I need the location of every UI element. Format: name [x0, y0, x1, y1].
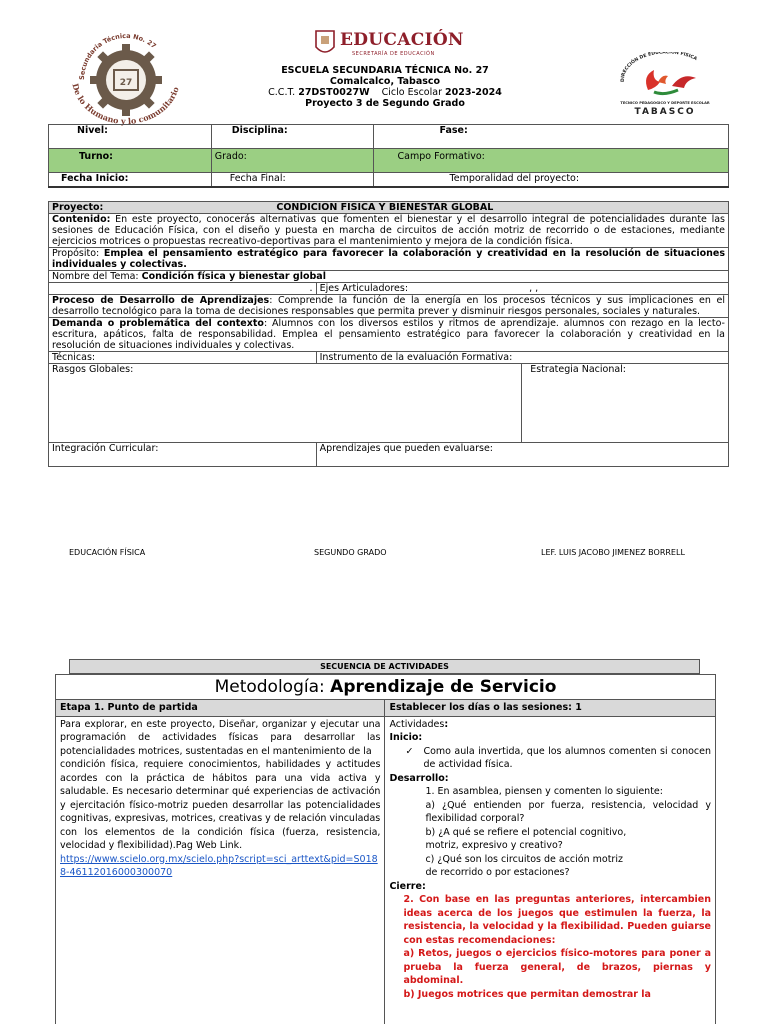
- rasgos-cell: Rasgos Globales:: [49, 364, 522, 443]
- proceso-text: : Comprende la función de la energía en los procesos técnicos y sus implicaciones en el desarrollo tecnológico para la toma de decisiones responsables que permita prever y disminuir riesgos personales, sociales y naturales.: [52, 295, 725, 317]
- svg-text:DIRECCIÓN DE EDUCACIÓN FÍSICA: DIRECCIÓN DE EDUCACIÓN FÍSICA: [620, 52, 698, 83]
- proposito-text: Emplea el pensamiento estratégico para favorecer la colaboración y creatividad en la resolución de situaciones individuales y colectivas.: [52, 248, 725, 270]
- cycle-value: 2023-2024: [445, 87, 502, 98]
- proceso-row: Proceso de Desarrollo de Aprendizajes: Comprende la función de la energía en los procesos técnicos y sus implicaciones en el desarrollo tecnológico para la toma de decisiones responsables que permita prever y disminuir riesgos personales, sociales y naturales.: [49, 295, 729, 318]
- cierre-label: Cierre:: [389, 880, 426, 892]
- proyecto-row: Proyecto: CONDICION FISICA Y BIENESTAR GLOBAL: [49, 202, 729, 214]
- inicio-item: Como aula invertida, que los alumnos comenten si conocen de actividad física.: [423, 745, 711, 770]
- campo-formativo-label: Campo Formativo:: [373, 149, 728, 173]
- cierre-option-b: b) Juegos motrices que permitan demostrar la: [403, 988, 651, 1000]
- tecnicas-cell: Técnicas:: [49, 352, 317, 364]
- educacion-fisica-tabasco-logo: [614, 52, 716, 118]
- project-table: [48, 201, 729, 467]
- temporalidad-label: Temporalidad del proyecto:: [373, 173, 728, 187]
- demanda-text: : Alumnos con los diversos estilos y ritmos de aprendizaje. alumnos con rezago en la lecto-escritura, apáticos, falta de responsabilidad. Emplea el pensamiento estratégico para favorecer la colaboración y creatividad en la resolución de situaciones individuales y colectivas.: [52, 318, 725, 351]
- footer-subject: EDUCACIÓN FÍSICA: [69, 548, 146, 557]
- etapa-label: Etapa 1. Punto de partida: [56, 700, 385, 717]
- project-line: Proyecto 3 de Segundo Grado: [305, 98, 465, 109]
- integracion-cell: Integración Curricular:: [49, 443, 317, 467]
- school-location: Comalcalco, Tabasco: [329, 76, 441, 87]
- svg-text:TABASCO: TABASCO: [634, 107, 696, 117]
- grado-label: Grado:: [211, 149, 373, 173]
- sequence-header: SECUENCIA DE ACTIVIDADES: [69, 659, 700, 674]
- disciplina-label: Disciplina:: [211, 125, 373, 149]
- tema-value: Condición física y bienestar global: [141, 271, 326, 282]
- estrategia-cell: Estrategia Nacional:: [522, 364, 729, 443]
- edu-wordmark: EDUCACIÓN: [340, 30, 464, 50]
- svg-text:De lo Humano y lo comunitario: De lo Humano y lo comunitario: [70, 82, 181, 126]
- general-info-table: [48, 124, 729, 188]
- school-name: ESCUELA SECUNDARIA TÉCNICA No. 27: [281, 65, 489, 76]
- dias-label: Establecer los días o las sesiones: 1: [385, 700, 716, 717]
- tema-row: Nombre del Tema: Condición física y bienestar global: [49, 271, 729, 283]
- school-info: [220, 65, 550, 109]
- svg-text:27: 27: [119, 78, 133, 88]
- cierre-option-a: a) Retos, juegos o ejercicios físico-motores para poner a prueba la fuerza general, de brazos, piernas y abdominal.: [403, 948, 711, 986]
- desarrollo-label: Desarrollo:: [389, 772, 449, 784]
- proposito-row: Propósito: Emplea el pensamiento estratégico para favorecer la colaboración y creatividad en la resolución de situaciones individuales y colectivas.: [49, 248, 729, 271]
- fecha-final-label: Fecha Final:: [211, 173, 373, 187]
- contenido-row: Contenido: En este proyecto, conocerás alternativas que fomenten el bienestar y el desarrollo integral de potencialidades durante las sesiones de Educación Física, con el diseño y puesta en marcha de circuitos de acción motriz de recorrido o de estaciones, mediante ejercicios motrices o propuestas recreativo-deportivas para el mantenimiento y mejora de la condición física.: [49, 214, 729, 248]
- svg-text:Secundaria Técnica No. 27: Secundaria Técnica No. 27: [77, 31, 158, 81]
- footer-teacher: LEF. LUIS JACOBO JIMENEZ BORRELL: [541, 548, 685, 557]
- proyecto-title: CONDICION FISICA Y BIENESTAR GLOBAL: [276, 202, 494, 213]
- sequence-table: [55, 674, 716, 1024]
- svg-text:TECNICO PEDAGOGICO Y DEPORTE E: TECNICO PEDAGOGICO Y DEPORTE ESCOLAR: [620, 101, 710, 105]
- reference-link[interactable]: https://www.scielo.org.mx/scielo.php?script=sci_arttext&pid=S0188-46112016000300070: [60, 853, 378, 878]
- aprendizajes-cell: Aprendizajes que pueden evaluarse:: [316, 443, 728, 467]
- nivel-label: Nivel:: [49, 125, 212, 149]
- inicio-label: Inicio:: [389, 732, 423, 743]
- left-activity-cell: Para explorar, en este proyecto, Diseñar, organizar y ejecutar una programación de actividades físicas para desarrollar las potencialidades motrices, sustentadas en el mantenimiento de la condición física, requiere conocimientos, habilidades y actitudes acordes con la práctica de hábitos para una vida activa y saludable. Es necesario determinar qué experiencias de activación y ejercitación físico-motriz pueden desarrollar las potencialidades cognitivas, expresivas, motrices, creativas y de relación vinculadas con los elementos de la condición física (fuerza, resistencia, velocidad y flexibilidad).Pag Web Link. https://www.scielo.org.mx/scielo.php?script=sci_arttext&pid=S0188-46112016000300070: [56, 716, 385, 1024]
- cct-value: 27DST0027W: [298, 87, 370, 98]
- fase-label: Fase:: [373, 125, 728, 149]
- fecha-inicio-label: Fecha Inicio:: [49, 173, 212, 187]
- cierre-question: 2. Con base en las preguntas anteriores, intercambien ideas acerca de los juegos que estimulen la fuerza, la resistencia, la velocidad y la flexibilidad. Pueden guiarse con estas recomendaciones:: [403, 894, 711, 946]
- edu-subtitle: SECRETARÍA DE EDUCACIÓN: [352, 51, 435, 57]
- methodology-title: Metodología: Aprendizaje de Servicio: [56, 675, 716, 700]
- ejes-row: Ejes Articuladores: , ,: [316, 283, 728, 295]
- cct-line: C.C.T. 27DST0027W Ciclo Escolar 2023-2024: [268, 87, 502, 98]
- turno-label: Turno:: [49, 149, 212, 173]
- ejes-dot-cell: .: [49, 283, 317, 295]
- instrumento-cell: Instrumento de la evaluación Formativa:: [316, 352, 728, 364]
- document-header: [0, 0, 768, 125]
- footer-grade: SEGUNDO GRADO: [314, 548, 387, 557]
- right-activity-cell: Actividades: Inicio: ✓ Como aula invertida, que los alumnos comenten si conocen de actividad física. Desarrollo: 1. En asamblea, piensen y comenten lo siguiente: a) ¿Qué entienden por fuerza, resistencia, velocidad y flexibilidad corporal? b) ¿A qué se refiere el potencial cognitivo, motriz, expresivo y creativo? c) ¿Qué son los circuitos de acción motriz de recorrido o por estaciones? Cierre: 2. Con base en las preguntas anteriores, intercambien ideas acerca de los juegos que estimulen la fuerza, la resistencia, la velocidad y la flexibilidad. Pueden guiarse con estas recomendaciones: a) Retos, juegos o ejercicios físico-motores para poner a prueba la fuerza general, de brazos, piernas y abdominal. b) Juegos motrices que permitan demostrar la: [385, 716, 716, 1024]
- coat-of-arms-icon: [314, 29, 336, 59]
- secretaria-educacion-logo: [312, 27, 462, 65]
- checkmark-icon: ✓: [405, 745, 414, 757]
- school-seal-logo: [64, 28, 188, 126]
- demanda-row: Demanda o problemática del contexto: Alumnos con los diversos estilos y ritmos de aprendizaje. alumnos con rezago en la lecto-escritura, apáticos, falta de responsabilidad. Emplea el pensamiento estratégico para favorecer la colaboración y creatividad en la resolución de situaciones individuales y colectivas.: [49, 318, 729, 352]
- contenido-text: En este proyecto, conocerás alternativas que fomenten el bienestar y el desarrollo integral de potencialidades durante las sesiones de Educación Física, con el diseño y puesta en marcha de circuitos de acción motriz de recorrido o de estaciones, mediante ejercicios motrices o propuestas recreativo-deportivas para el mantenimiento y mejora de la condición física.: [52, 214, 725, 247]
